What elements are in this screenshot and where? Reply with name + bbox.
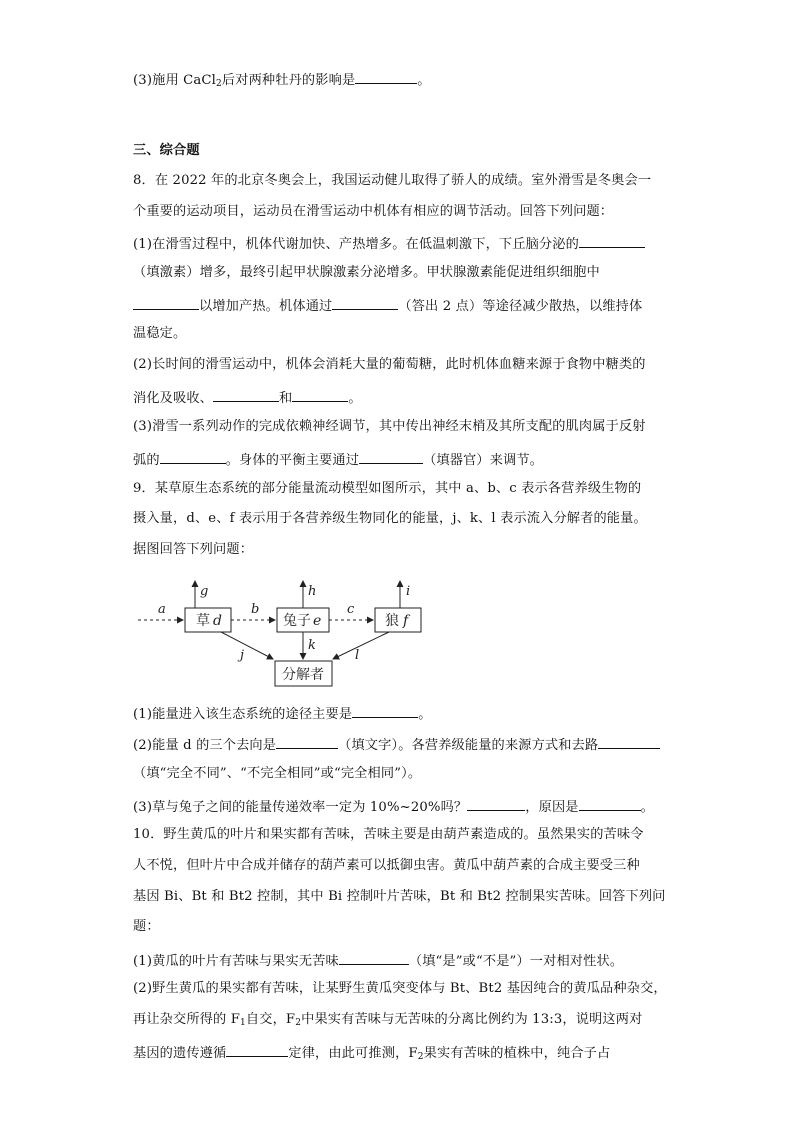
q9-sub-1: (1)能量进入该生态系统的途径主要是 。: [133, 703, 432, 724]
energy-flow-diagram: [133, 575, 433, 690]
q10-line-2: 人不悦，但叶片中合成并储存的葫芦素可以抵御虫害。黄瓜中葫芦素的合成主要受三种: [133, 858, 640, 873]
q10-line-4: 题：: [133, 919, 160, 934]
decomposer-label: 分解者: [282, 667, 324, 683]
q10-line-3: 基因 Bi、Bt 和 Bt2 控制，其中 Bi 控制叶片苦味，Bt 和 Bt2 控制果实苦味。回答下列问: [133, 889, 666, 904]
answer-blank[interactable]: [598, 734, 660, 749]
q8-line-7: (2)长时间的滑雪运动中，机体会消耗大量的葡萄糖，此时机体血糖来源于食物中糖类的: [133, 357, 646, 372]
label-b: b: [251, 602, 260, 617]
q10-line-7: 再让杂交所得的 $F_1$自交，$F_2$中果实有苦味与无苦味的分离比例约为 13:3，说明这两对: [133, 1012, 643, 1028]
answer-blank[interactable]: [226, 1042, 288, 1057]
q8-line-5: 以增加产热。机体通过 （答出 2 点）等途径减少散热，以维持体: [133, 295, 642, 316]
label-j: j: [240, 648, 245, 663]
grass-var: d: [213, 613, 222, 629]
answer-blank[interactable]: [355, 69, 417, 84]
answer-blank[interactable]: [133, 295, 199, 310]
grass-box: [185, 608, 231, 632]
q9-line-3: 据图回答下列问题：: [133, 542, 254, 557]
label-g: g: [200, 584, 209, 599]
q9-sub-2-cont: （填“完全不同”、“不完全相同”或“完全相同”）。: [133, 766, 422, 781]
q10-line-1: 10．野生黄瓜的叶片和果实都有苦味，苦味主要是由葫芦素造成的。虽然果实的苦味令: [133, 827, 644, 842]
q8-line-10: 弧的 。身体的平衡主要通过 （填器官）来调节。: [133, 449, 543, 470]
label-h: h: [308, 584, 317, 599]
rabbit-box: [277, 608, 329, 632]
answer-blank[interactable]: [579, 796, 641, 811]
answer-blank[interactable]: [352, 703, 418, 718]
answer-blank[interactable]: [292, 387, 348, 402]
label-k: k: [308, 638, 316, 653]
q8-line-9: (3)滑雪一系列动作的完成依赖神经调节，其中传出神经末梢及其所支配的肌肉属于反射: [133, 419, 646, 434]
grass-label: 草: [196, 613, 210, 629]
wolf-var: f: [403, 613, 409, 629]
q8-line-2: 个重要的运动项目，运动员在滑雪运动中机体有相应的调节活动。回答下列问题：: [133, 204, 614, 219]
answer-blank[interactable]: [213, 387, 279, 402]
answer-blank[interactable]: [359, 449, 423, 464]
answer-blank[interactable]: [160, 449, 226, 464]
answer-blank[interactable]: [332, 295, 398, 310]
rabbit-label: 兔子: [283, 613, 311, 629]
section-title: 三、综合题: [133, 143, 200, 158]
answer-blank[interactable]: [579, 233, 645, 248]
q10-line-8: 基因的遗传遵循 定律，由此可推测，$F_2$果实有苦味的植株中，纯合子占: [133, 1042, 610, 1063]
q8-line-6: 温稳定。: [133, 326, 187, 341]
q8-line-8: 消化及吸收、 和 。: [133, 387, 362, 408]
label-l: l: [355, 648, 360, 663]
q8-line-3: (1)在滑雪过程中，机体代谢加快、产热增多。在低温刺激下，下丘脑分泌的: [133, 233, 645, 254]
q8-line-4: （填激素）增多，最终引起甲状腺激素分泌增多。甲状腺激素能促进组织细胞中: [133, 265, 600, 280]
label-c: c: [347, 602, 355, 617]
wolf-box: [375, 608, 421, 632]
q10-line-6: (2)野生黄瓜的果实都有苦味，让某野生黄瓜突变体与 Bt、Bt2 基因纯合的黄瓜品种杂交，: [133, 981, 667, 996]
q9-line-1: 9．某草原生态系统的部分能量流动模型如图所示，其中 a、b、c 表示各营养级生物的: [133, 481, 642, 496]
decomposer-box: [275, 661, 332, 686]
answer-blank[interactable]: [467, 796, 525, 811]
answer-blank[interactable]: [339, 950, 409, 965]
q8-line-1: 8．在 2022 年的北京冬奥会上，我国运动健儿取得了骄人的成绩。室外滑雪是冬奥会一: [133, 173, 652, 188]
arrow-j: [221, 632, 273, 659]
q9-sub-3: (3)草与兔子之间的能量传递效率一定为 10%~20%吗？ ，原因是 。: [133, 796, 654, 817]
q9-line-2: 摄入量，d、e、f 表示用于各营养级生物同化的能量，j、k、l 表示流入分解者的能量。: [133, 511, 647, 526]
label-a: a: [158, 602, 166, 617]
rabbit-var: e: [313, 613, 322, 629]
q10-line-5: (1)黄瓜的叶片有苦味与果实无苦味 （填“是”或“不是”）一对相对性状。: [133, 950, 623, 971]
q7-sub3: (3)施用 CaCl$_2$后对两种牡丹的影响是 。: [133, 69, 431, 90]
arrow-l: [333, 632, 389, 659]
label-i: i: [406, 584, 411, 599]
wolf-label: 狼: [385, 613, 399, 629]
q9-sub-2: (2)能量 d 的三个去向是 （填文字）。各营养级能量的来源方式和去路: [133, 734, 660, 755]
answer-blank[interactable]: [276, 734, 338, 749]
